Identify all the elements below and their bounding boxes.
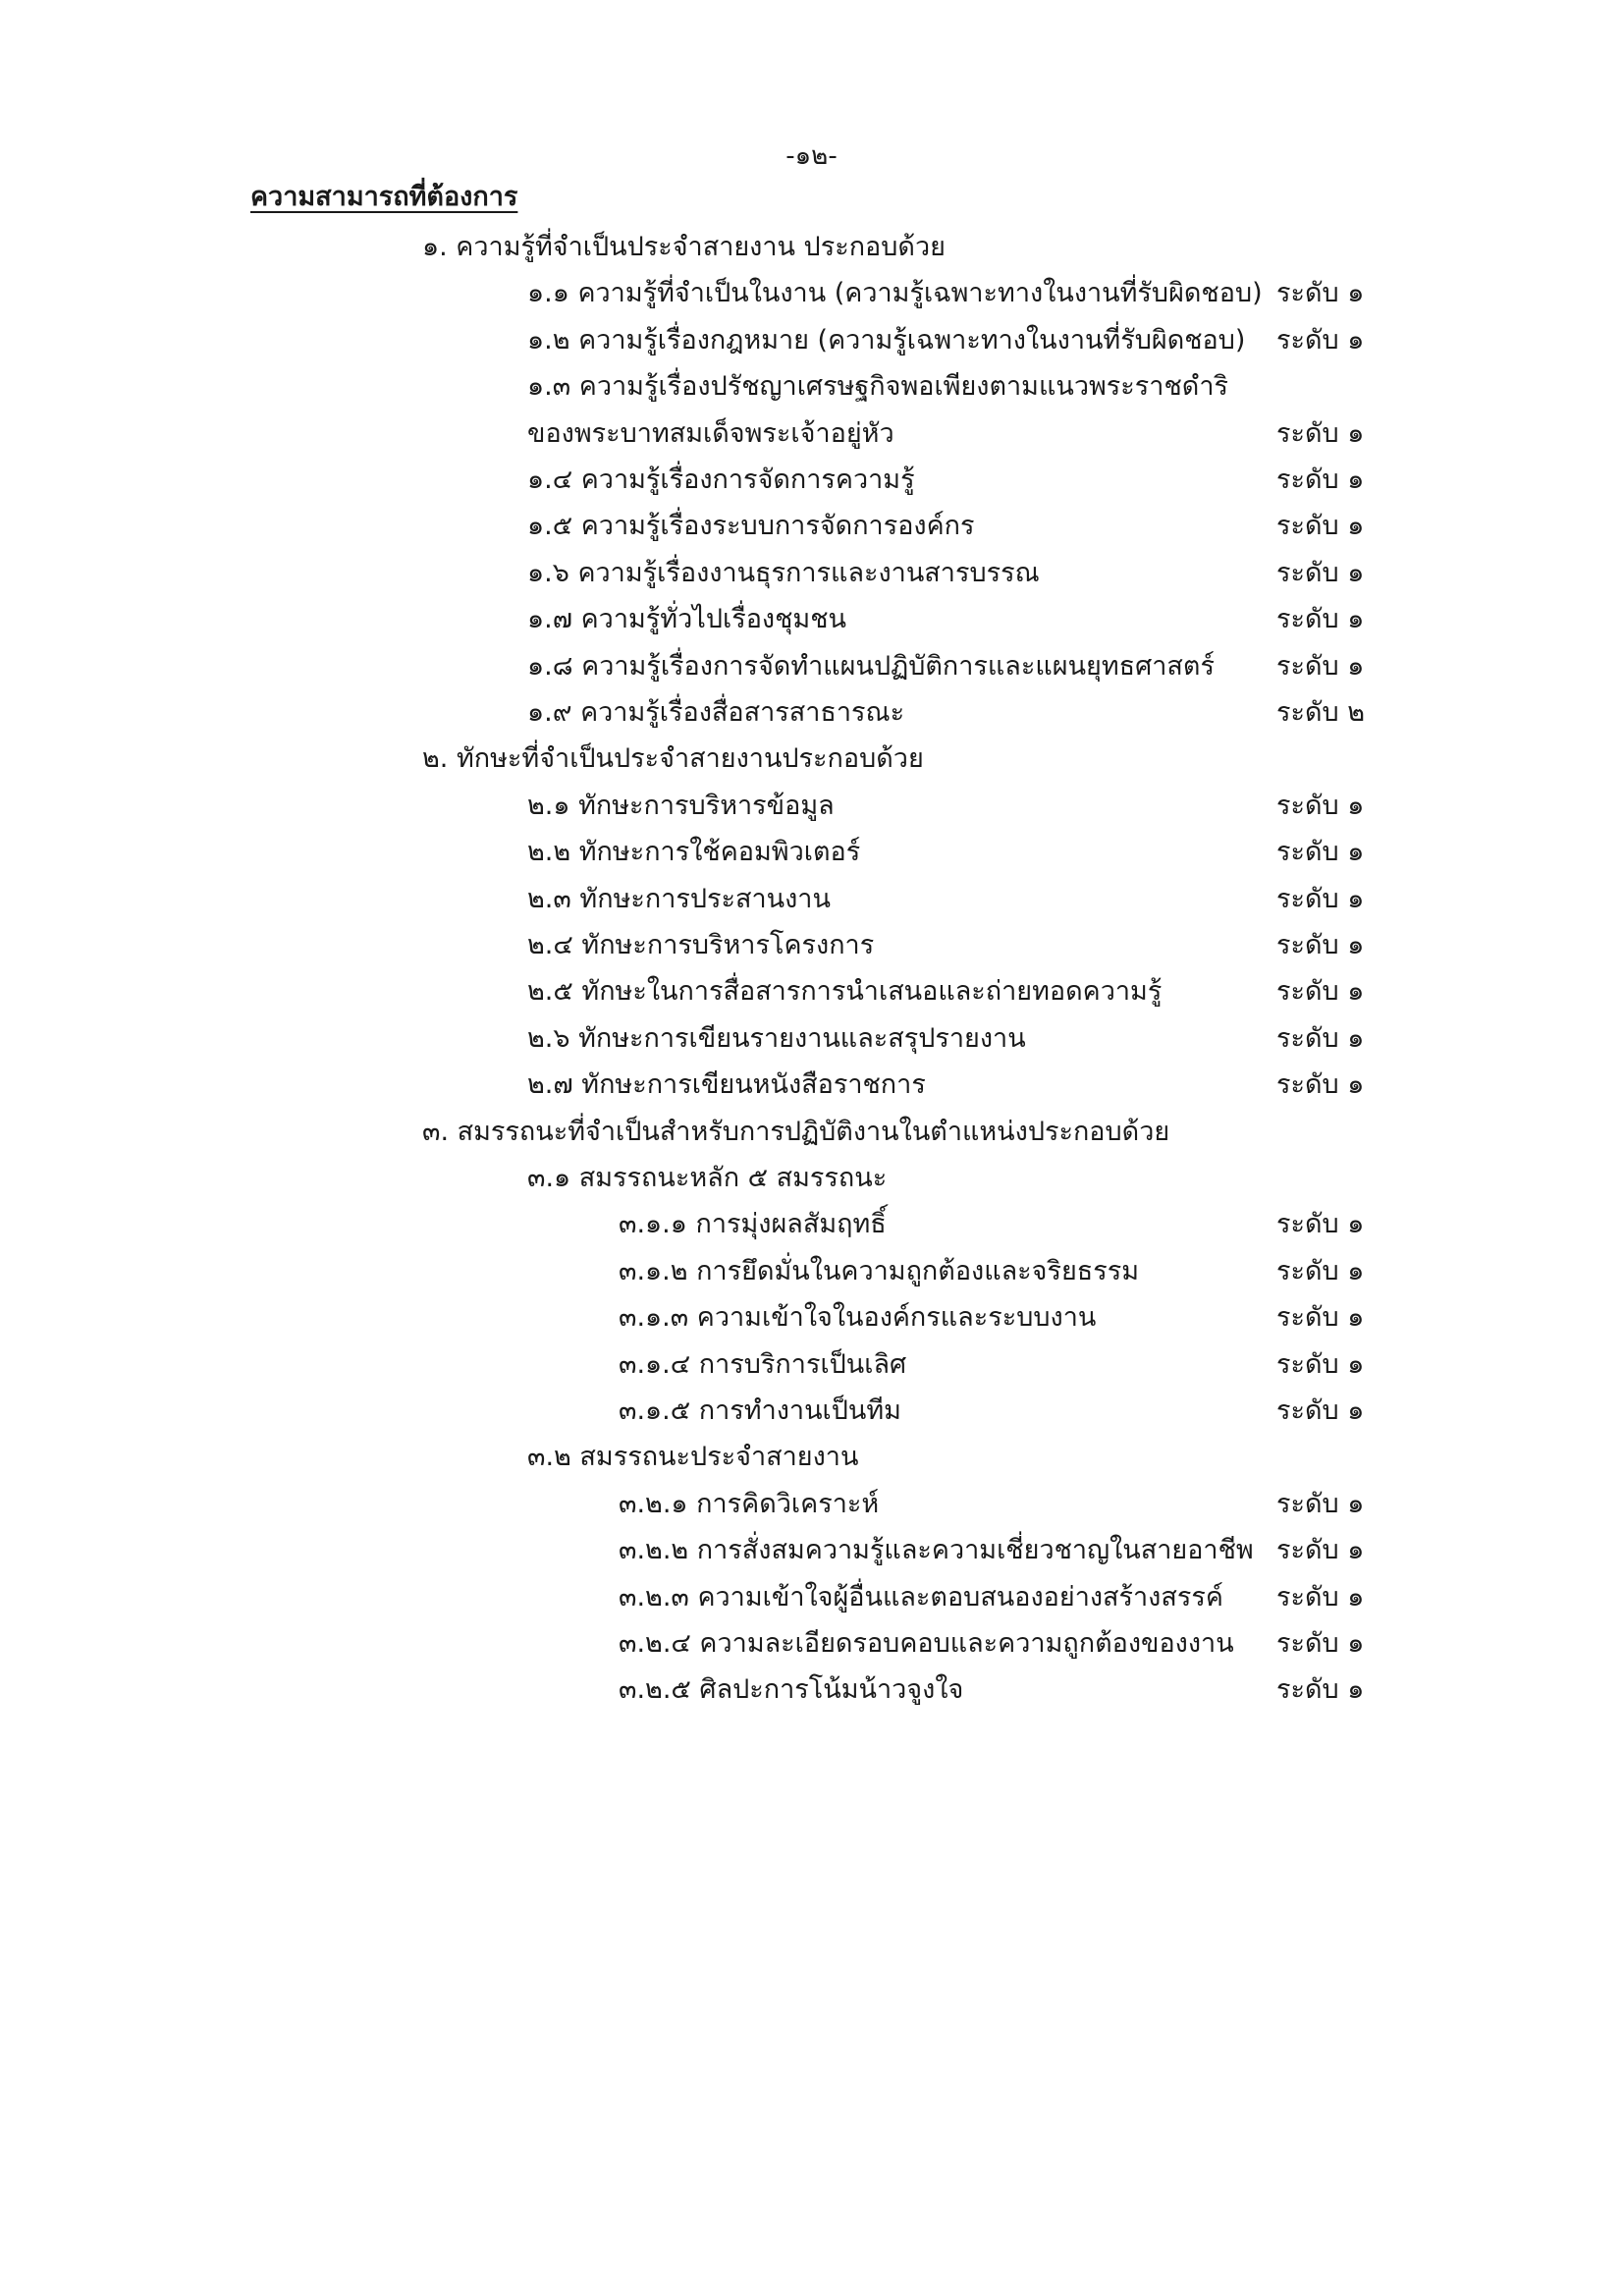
level-label: ระดับ ๑ [1276, 791, 1365, 821]
item-text: ๓. สมรรถนะที่จำเป็นสำหรับการปฏิบัติงานในตำแหน่งประกอบด้วย [422, 1117, 1170, 1147]
level-label: ระดับ ๑ [1276, 1395, 1365, 1426]
item-text: ๒.๓ ทักษะการประสานงาน [527, 884, 831, 914]
level-label: ระดับ ๑ [1276, 1628, 1365, 1659]
list-item [0, 412, 1623, 456]
item-text: ๓.๑.๓ ความเข้าใจในองค์กรและระบบงาน [619, 1302, 1097, 1333]
list-item [0, 1622, 1623, 1666]
list-item [0, 1064, 1623, 1107]
level-label: ระดับ ๑ [1276, 1489, 1365, 1519]
list-item [0, 1203, 1623, 1246]
list-item [0, 1668, 1623, 1712]
item-text: ของพระบาทสมเด็จพระเจ้าอยู่หัว [527, 418, 894, 449]
list-item [0, 272, 1623, 315]
item-text: ๑.๓ ความรู้เรื่องปรัชญาเศรษฐกิจพอเพียงตามแนวพระราชดำริ [527, 371, 1228, 402]
list-item [0, 459, 1623, 502]
list-item [0, 365, 1623, 409]
list-item [0, 552, 1623, 595]
list-item [0, 598, 1623, 641]
item-text: ๑.๔ ความรู้เรื่องการจัดการความรู้ [527, 465, 915, 495]
list-item [0, 970, 1623, 1013]
level-label: ระดับ ๑ [1276, 325, 1365, 355]
list-item [0, 1111, 1623, 1154]
level-label: ระดับ ๑ [1276, 884, 1365, 914]
item-text: ๓.๑.๒ การยึดมั่นในความถูกต้องและจริยธรรม [619, 1256, 1140, 1286]
item-text: ๒.๖ ทักษะการเขียนรายงานและสรุปรายงาน [527, 1023, 1026, 1054]
item-text: ๒.๗ ทักษะการเขียนหนังสือราชการ [527, 1069, 926, 1100]
list-item [0, 1529, 1623, 1572]
level-label: ระดับ ๑ [1276, 1209, 1365, 1239]
item-text: ๑.๑ ความรู้ที่จำเป็นในงาน (ความรู้เฉพาะทางในงานที่รับผิดชอบ) [527, 278, 1263, 308]
item-text: ๑.๗ ความรู้ทั่วไปเรื่องชุมชน [527, 604, 847, 634]
section-heading: ความสามารถที่ต้องการ [250, 182, 518, 212]
item-text: ๒.๔ ทักษะการบริหารโครงการ [527, 930, 875, 960]
item-text: ๒.๕ ทักษะในการสื่อสารการนำเสนอและถ่ายทอดความรู้ [527, 976, 1163, 1007]
item-text: ๑.๖ ความรู้เรื่องงานธุรการและงานสารบรรณ [527, 558, 1040, 588]
item-text: ๓.๒.๒ การสั่งสมความรู้และความเชี่ยวชาญในสายอาชีพ [619, 1535, 1254, 1565]
list-item [0, 1296, 1623, 1339]
item-text: ๓.๑.๔ การบริการเป็นเลิศ [619, 1349, 907, 1380]
item-text: ๓.๒.๔ ความละเอียดรอบคอบและความถูกต้องของงาน [619, 1628, 1234, 1659]
level-label: ระดับ ๑ [1276, 651, 1365, 682]
list-item [0, 1343, 1623, 1387]
list-item [0, 1157, 1623, 1200]
item-text: ๒.๑ ทักษะการบริหารข้อมูล [527, 791, 835, 821]
item-text: ๓.๒.๑ การคิดวิเคราะห์ [619, 1489, 880, 1519]
level-label: ระดับ ๑ [1276, 604, 1365, 634]
list-item [0, 319, 1623, 362]
level-label: ระดับ ๑ [1276, 930, 1365, 960]
level-label: ระดับ ๑ [1276, 558, 1365, 588]
item-text: ๓.๑.๑ การมุ่งผลสัมฤทธิ์ [619, 1209, 887, 1239]
list-item [0, 1017, 1623, 1061]
list-item [0, 924, 1623, 967]
level-label: ระดับ ๑ [1276, 1302, 1365, 1333]
list-item [0, 1390, 1623, 1433]
item-text: ๓.๑.๕ การทำงานเป็นทีม [619, 1395, 901, 1426]
level-label: ระดับ ๑ [1276, 418, 1365, 449]
list-item [0, 831, 1623, 874]
level-label: ระดับ ๑ [1276, 1023, 1365, 1054]
item-text: ๑.๒ ความรู้เรื่องกฎหมาย (ความรู้เฉพาะทางในงานที่รับผิดชอบ) [527, 325, 1246, 355]
level-label: ระดับ ๑ [1276, 837, 1365, 867]
level-label: ระดับ ๑ [1276, 1349, 1365, 1380]
level-label: ระดับ ๑ [1276, 511, 1365, 541]
level-label: ระดับ ๑ [1276, 1069, 1365, 1100]
item-text: ๑.๕ ความรู้เรื่องระบบการจัดการองค์กร [527, 511, 975, 541]
list-item [0, 1483, 1623, 1526]
page-number: -๑๒- [785, 141, 838, 171]
item-text: ๑.๘ ความรู้เรื่องการจัดทำแผนปฏิบัติการและแผนยุทธศาสตร์ [527, 651, 1215, 682]
level-label: ระดับ ๑ [1276, 1256, 1365, 1286]
list-item [0, 1576, 1623, 1619]
list-item [0, 738, 1623, 781]
item-text: ๑.๙ ความรู้เรื่องสื่อสารสาธารณะ [527, 697, 905, 728]
list-item [0, 226, 1623, 269]
level-label: ระดับ ๑ [1276, 1535, 1365, 1565]
item-text: ๒. ทักษะที่จำเป็นประจำสายงานประกอบด้วย [422, 743, 924, 774]
list-item [0, 878, 1623, 921]
list-item [0, 505, 1623, 548]
item-text: ๓.๒.๓ ความเข้าใจผู้อื่นและตอบสนองอย่างสร้างสรรค์ [619, 1582, 1223, 1613]
item-text: ๓.๑ สมรรถนะหลัก ๕ สมรรถนะ [527, 1163, 888, 1193]
level-label: ระดับ ๑ [1276, 465, 1365, 495]
item-text: ๑. ความรู้ที่จำเป็นประจำสายงาน ประกอบด้วย [422, 232, 946, 262]
level-label: ระดับ ๑ [1276, 278, 1365, 308]
level-label: ระดับ ๒ [1276, 697, 1366, 728]
level-label: ระดับ ๑ [1276, 1674, 1365, 1705]
item-text: ๒.๒ ทักษะการใช้คอมพิวเตอร์ [527, 837, 861, 867]
list-item [0, 1436, 1623, 1479]
list-item [0, 645, 1623, 688]
list-item [0, 785, 1623, 828]
item-text: ๓.๒.๕ ศิลปะการโน้มน้าวจูงใจ [619, 1674, 964, 1705]
level-label: ระดับ ๑ [1276, 976, 1365, 1007]
list-item [0, 691, 1623, 735]
list-item [0, 1250, 1623, 1293]
item-text: ๓.๒ สมรรถนะประจำสายงาน [527, 1442, 859, 1472]
level-label: ระดับ ๑ [1276, 1582, 1365, 1613]
